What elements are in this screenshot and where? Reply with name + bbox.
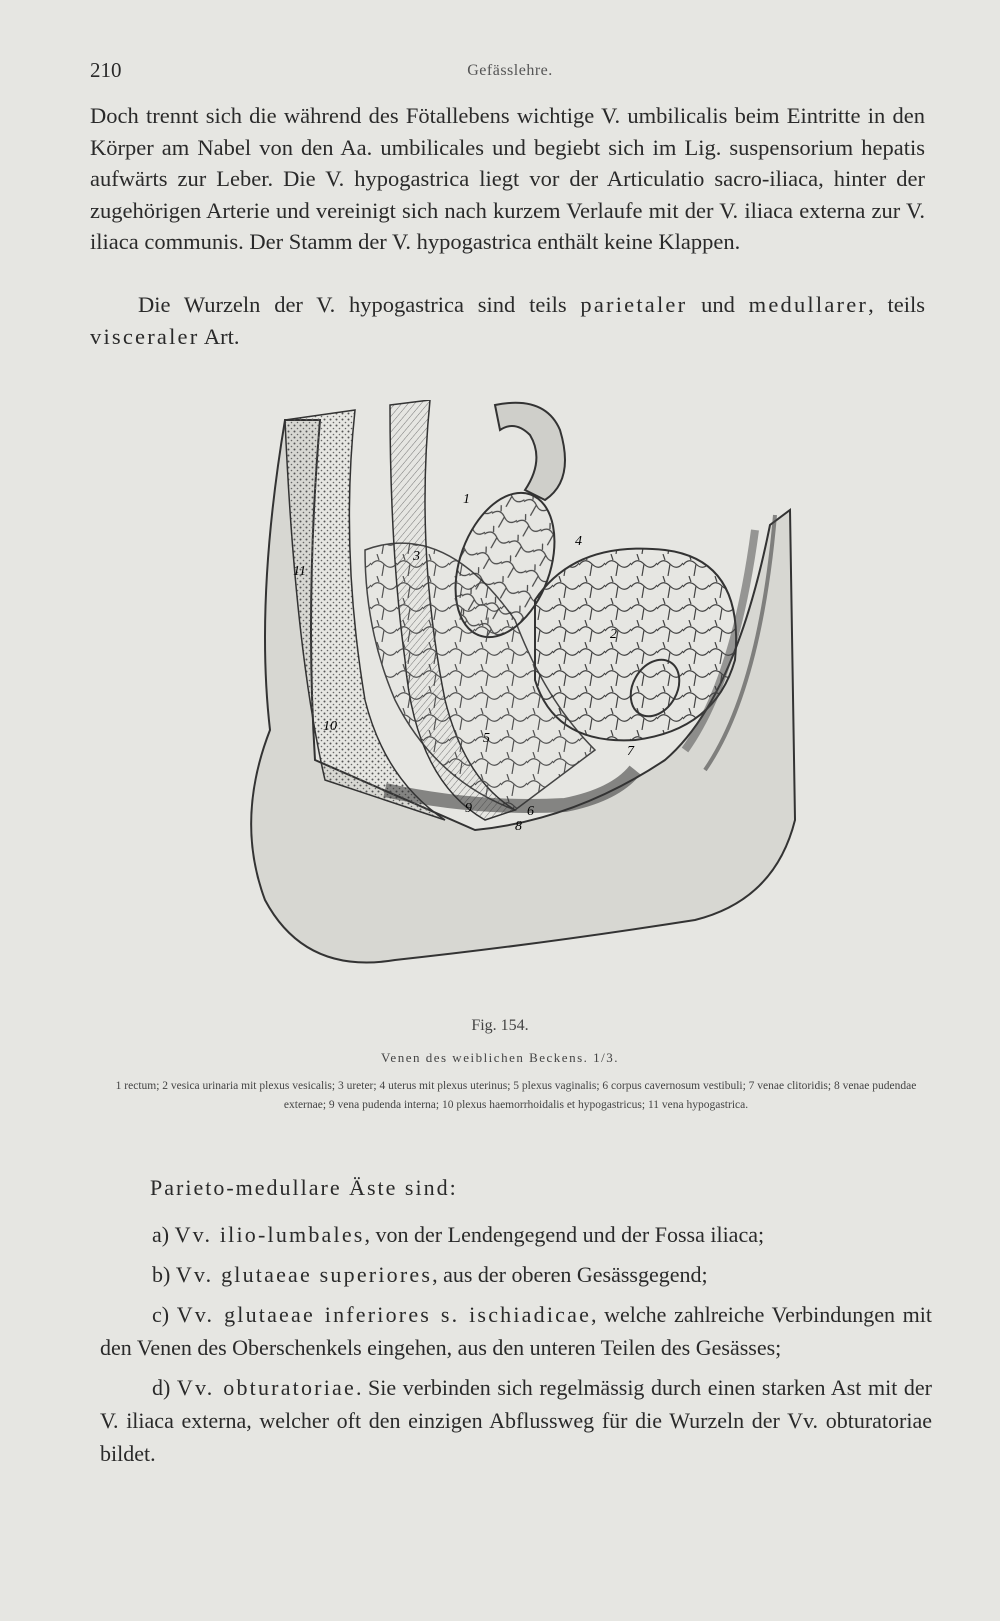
figure-caption-title: Venen des weiblichen Beckens. 1/3.: [380, 1050, 619, 1065]
page-header: [90, 58, 930, 88]
list-term: Vv. glutaeae superiores: [175, 1262, 433, 1287]
label-6: 6: [527, 804, 534, 819]
branch-list: [100, 1218, 932, 1477]
list-text: , von der Lendengegend und der Fossa iliaca;: [364, 1222, 765, 1247]
label-8: 8: [515, 819, 522, 834]
label-11: 11: [293, 564, 306, 579]
figure-legend: 1 rectum; 2 vesica urinaria mit plexus vesicalis; 3 ureter; 4 uterus mit plexus uterinus; 5 plexus vaginalis; 6 corpus cavernosum vestibuli; 7 venae clitoridis; 8 venae pudendae externae; 9 vena pudenda interna; 10 plexus haemorrhoidalis et hypogastricus; 11 vena hypogastrica.: [115, 1080, 917, 1111]
paragraph-2-part4: Art.: [199, 323, 240, 349]
label-9: 9: [465, 801, 472, 816]
list-marker: b): [152, 1262, 171, 1287]
label-3: 3: [413, 549, 420, 564]
label-4: 4: [575, 534, 582, 549]
paragraph-2-part1: Die Wurzeln der V. hypogastrica sind teils: [138, 292, 581, 317]
list-marker: c): [152, 1302, 170, 1327]
paragraph-2-part2: und: [687, 292, 749, 317]
paragraph-1: Doch trennt sich die während des Fötallebens wichtige V. umbilicalis beim Eintritte in den Körper am Nabel von den Aa. umbilicales und begiebt sich im Lig. suspensorium hepatis aufwärts zur Leber. Die V. hypogastrica liegt vor der Articulatio sacro-iliaca, hinter der zugehörigen Arterie und vereinigt sich nach kurzem Verlaufe mit der V. iliaca externa zur V. iliaca communis. Der Stamm der V. hypogastrica enthält keine Klappen.: [90, 103, 925, 254]
label-10: 10: [323, 719, 337, 734]
paragraph-2-part3: , teils: [868, 292, 925, 317]
list-text: , aus der oberen Gesässgegend;: [432, 1262, 708, 1287]
paragraph-2: [90, 289, 925, 352]
list-item-d: [100, 1371, 932, 1470]
pelvis-section-drawing: [215, 400, 815, 990]
list-marker: d): [152, 1375, 171, 1400]
list-term: Vv. glutaeae inferiores s. ischiadicae: [176, 1302, 592, 1327]
anatomical-illustration: [215, 400, 815, 990]
list-term: Vv. obturatoriae: [176, 1375, 356, 1400]
list-text: . Sie verbinden sich regelmässig durch einen starken Ast mit der V. iliaca externa, welcher oft den einzigen Abflussweg für die Wurzeln der Vv. obturatoriae bildet.: [100, 1375, 933, 1466]
running-title: Gefässlehre.: [467, 62, 553, 79]
list-marker: a): [152, 1222, 170, 1247]
list-item-a: [100, 1218, 932, 1251]
section-heading: Parieto-medullare Äste sind:: [150, 1175, 458, 1200]
list-text: , welche zahlreiche Verbindungen mit den Venen des Oberschenkels eingehen, aus den unteren Teilen des Gesässes;: [100, 1302, 932, 1360]
label-7: 7: [627, 744, 634, 759]
list-item-b: [100, 1258, 932, 1291]
list-term: Vv. ilio-lumbales: [174, 1222, 365, 1247]
label-5: 5: [483, 731, 490, 746]
label-1: 1: [463, 492, 470, 507]
figure-number: Fig. 154.: [471, 1017, 529, 1034]
label-2: 2: [610, 627, 617, 642]
emphasis-visceraler: visceraler: [90, 323, 200, 349]
emphasis-medullarer: medullarer: [748, 292, 869, 317]
page-number: 210: [90, 58, 122, 82]
emphasis-parietaler: parietaler: [580, 292, 688, 317]
list-item-c: [100, 1298, 932, 1364]
